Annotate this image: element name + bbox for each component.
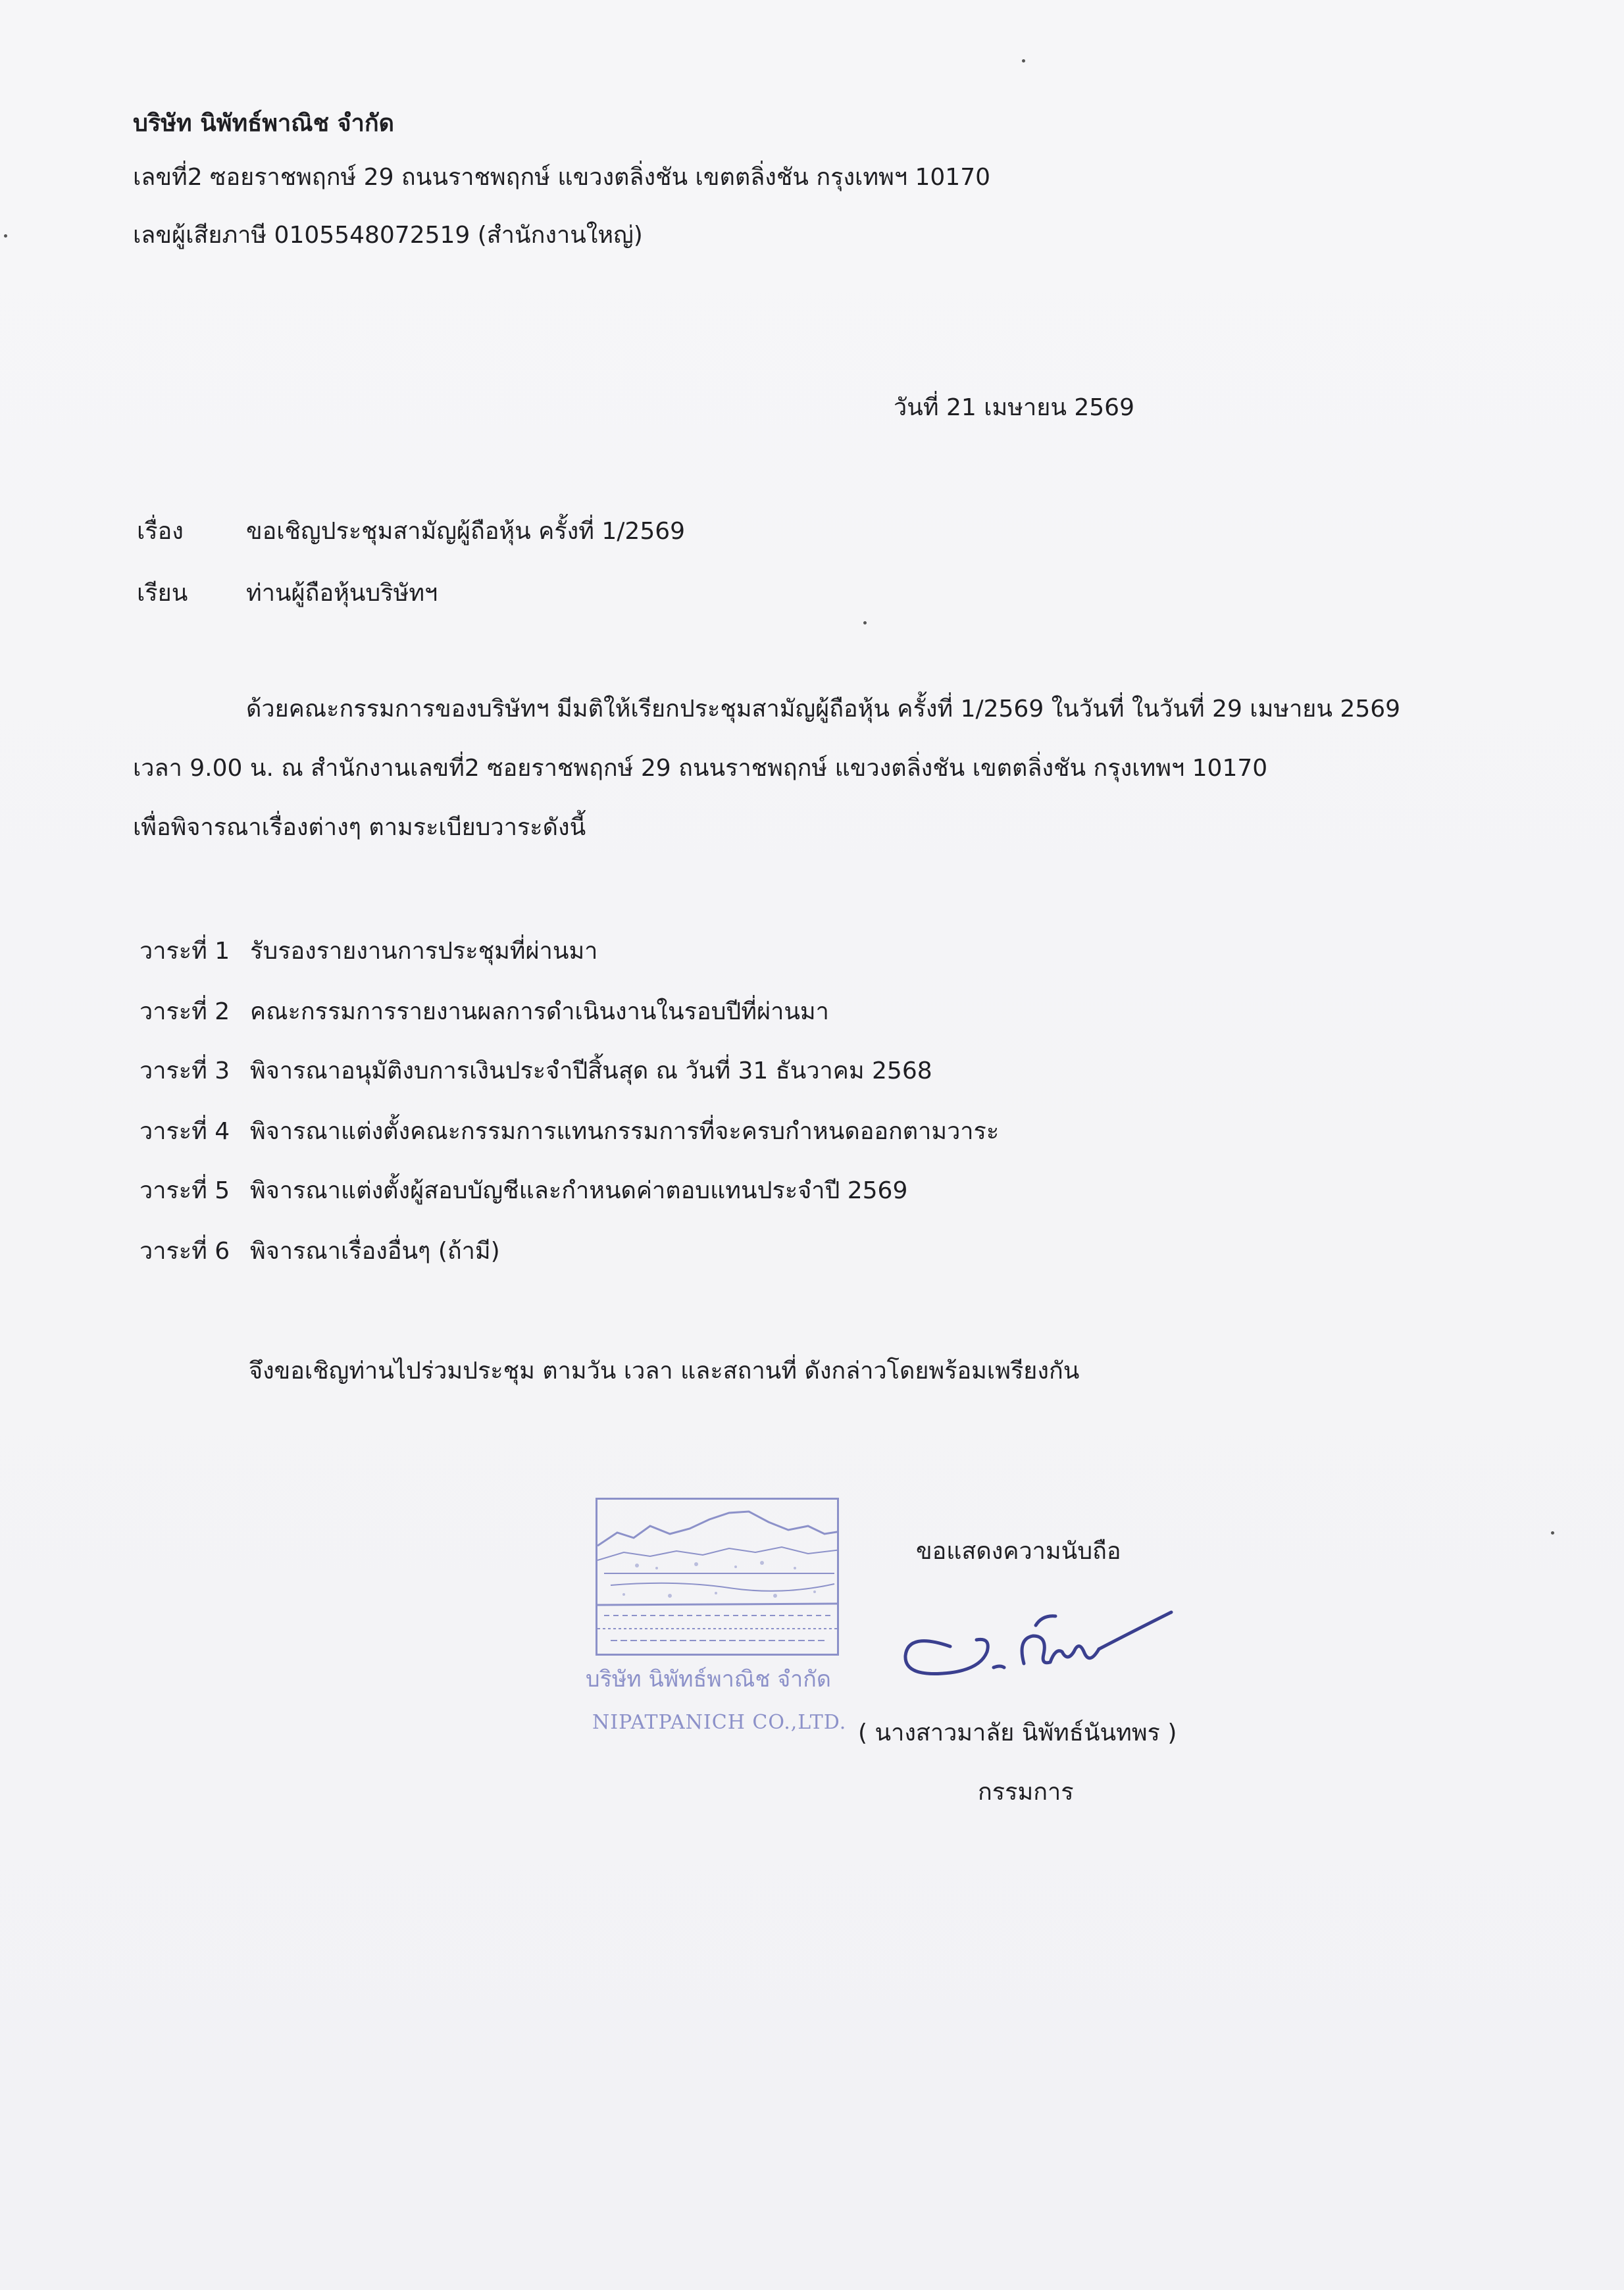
to-text: ท่านผู้ถือหุ้นบริษัทฯ [246,580,438,607]
scan-speck [863,621,867,624]
stamp-company-th: บริษัท นิพัทธ์พาณิช จำกัด [586,1666,831,1692]
agenda-item-label: วาระที่ 1 [140,938,230,965]
scan-speck [1022,59,1025,63]
company-stamp-image [596,1498,839,1656]
signer-title: กรรมการ [978,1779,1074,1806]
agenda-item-text: รับรองรายงานการประชุมที่ผ่านมา [250,938,598,965]
subject-label: เรื่อง [137,518,184,545]
agenda-item-text: พิจารณาแต่งตั้งผู้สอบบัญชีและกำหนดค่าตอบแทนประจำปี 2569 [250,1177,908,1204]
body-line-3: เพื่อพิจารณาเรื่องต่างๆ ตามระเบียบวาระดังนี้ [133,814,586,841]
regards-text: ขอแสดงความนับถือ [916,1538,1121,1565]
body-line-2: เวลา 9.00 น. ณ สำนักงานเลขที่2 ซอยราชพฤกษ์ 29 ถนนราชพฤกษ์ แขวงตลิ่งชัน เขตตลิ่งชัน กรุงเทพฯ 10170 [133,755,1268,782]
stamp-company-en: NIPATPANICH CO.,LTD. [592,1711,847,1734]
agenda-item-text: พิจารณาอนุมัติงบการเงินประจำปีสิ้นสุด ณ วันที่ 31 ธันวาคม 2568 [250,1057,932,1084]
agenda-item-label: วาระที่ 5 [140,1177,230,1204]
to-label: เรียน [137,580,188,607]
scan-speck [1551,1531,1554,1535]
agenda-item-label: วาระที่ 2 [140,998,230,1025]
signer-name: ( นางสาวมาลัย นิพัทธ์นันทพร ) [858,1719,1177,1746]
agenda-item-label: วาระที่ 4 [140,1118,230,1145]
agenda-item-text: พิจารณาเรื่องอื่นๆ (ถ้ามี) [250,1238,500,1265]
agenda-item-label: วาระที่ 6 [140,1238,230,1265]
subject-text: ขอเชิญประชุมสามัญผู้ถือหุ้น ครั้งที่ 1/2569 [246,518,686,545]
landscape-stamp-icon [597,1500,839,1656]
company-tax-id: เลขผู้เสียภาษี 0105548072519 (สำนักงานใหญ่) [133,222,643,249]
company-address: เลขที่2 ซอยราชพฤกษ์ 29 ถนนราชพฤกษ์ แขวงตลิ่งชัน เขตตลิ่งชัน กรุงเทพฯ 10170 [133,164,990,191]
agenda-item-label: วาระที่ 3 [140,1057,230,1084]
closing-text: จึงขอเชิญท่านไปร่วมประชุม ตามวัน เวลา และสถานที่ ดังกล่าวโดยพร้อมเพรียงกัน [249,1358,1080,1385]
scan-speck [4,234,7,238]
company-name: บริษัท นิพัทธ์พาณิช จำกัด [133,110,395,137]
letter-date: วันที่ 21 เมษายน 2569 [894,394,1134,421]
agenda-item-text: พิจารณาแต่งตั้งคณะกรรมการแทนกรรมการที่จะครบกำหนดออกตามวาระ [250,1118,1000,1145]
handwritten-signature [895,1599,1178,1698]
signature-icon [895,1599,1178,1698]
body-line-1: ด้วยคณะกรรมการของบริษัทฯ มีมติให้เรียกประชุมสามัญผู้ถือหุ้น ครั้งที่ 1/2569 ในวันที่ ในวันที่ 29 เมษายน 2569 [246,696,1401,723]
agenda-item-text: คณะกรรมการรายงานผลการดำเนินงานในรอบปีที่ผ่านมา [250,998,829,1025]
